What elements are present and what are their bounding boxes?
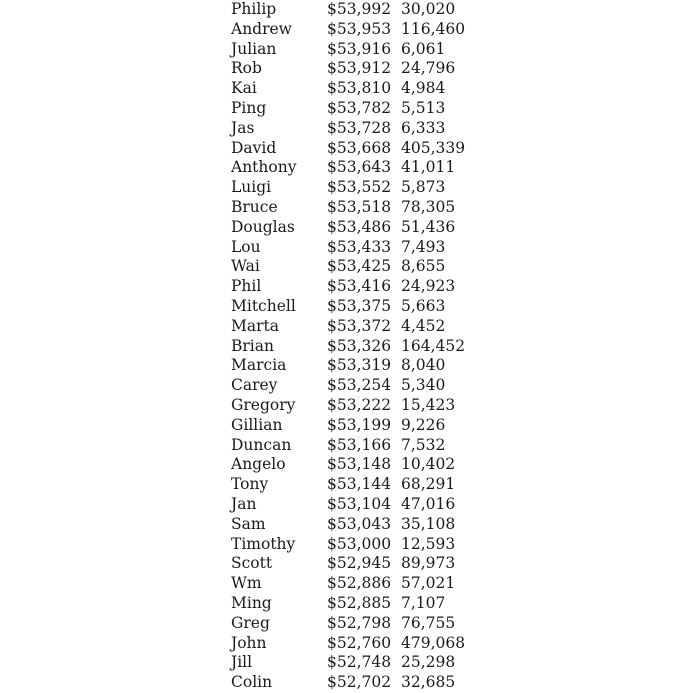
name-cell: Mitchell (231, 296, 296, 315)
table-row (231, 614, 481, 634)
name-cell: Anthony (231, 158, 297, 177)
name-cell: Ming (231, 593, 272, 612)
table-row (231, 653, 481, 673)
count-cell: 24,923 (401, 277, 456, 296)
name-cell: Andrew (231, 19, 292, 38)
name-cell: Marcia (231, 356, 287, 375)
count-cell: 51,436 (401, 217, 456, 236)
count-cell: 9,226 (401, 415, 446, 434)
income-cell: $53,953 (327, 19, 392, 38)
count-cell: 15,423 (401, 395, 456, 414)
income-cell: $52,945 (327, 554, 392, 573)
income-cell: $53,000 (327, 534, 392, 553)
table-row (231, 40, 481, 60)
name-cell: Greg (231, 613, 270, 632)
income-cell: $53,326 (327, 336, 392, 355)
income-cell: $53,043 (327, 514, 392, 533)
table-row (231, 59, 481, 79)
count-cell: 405,339 (401, 138, 466, 157)
count-cell: 5,513 (401, 98, 446, 117)
name-cell: Colin (231, 673, 273, 692)
name-cell: Douglas (231, 217, 295, 236)
income-cell: $53,912 (327, 59, 392, 78)
table-row (231, 436, 481, 456)
count-cell: 5,340 (401, 376, 446, 395)
table-row (231, 475, 481, 495)
names-income-table (231, 0, 481, 693)
name-cell: Brian (231, 336, 274, 355)
table-row (231, 277, 481, 297)
income-cell: $53,416 (327, 277, 392, 296)
table-row (231, 139, 481, 159)
name-cell: Philip (231, 0, 277, 18)
count-cell: 5,873 (401, 178, 446, 197)
income-cell: $52,760 (327, 633, 392, 652)
table-row (231, 376, 481, 396)
table-row (231, 257, 481, 277)
count-cell: 24,796 (401, 59, 456, 78)
count-cell: 25,298 (401, 653, 456, 672)
count-cell: 57,021 (401, 574, 456, 593)
count-cell: 10,402 (401, 455, 456, 474)
table-row (231, 79, 481, 99)
name-cell: Ping (231, 98, 267, 117)
table-row (231, 515, 481, 535)
count-cell: 12,593 (401, 534, 456, 553)
name-cell: Luigi (231, 178, 272, 197)
name-cell: John (231, 633, 267, 652)
count-cell: 68,291 (401, 475, 456, 494)
name-cell: Phil (231, 277, 262, 296)
income-cell: $53,643 (327, 158, 392, 177)
table-row (231, 495, 481, 515)
income-cell: $53,104 (327, 494, 392, 513)
income-cell: $53,166 (327, 435, 392, 454)
table-row (231, 119, 481, 139)
table-row (231, 218, 481, 238)
count-cell: 4,452 (401, 316, 446, 335)
count-cell: 35,108 (401, 514, 456, 533)
count-cell: 30,020 (401, 0, 456, 18)
income-cell: $53,433 (327, 237, 392, 256)
income-cell: $53,728 (327, 118, 392, 137)
count-cell: 116,460 (401, 19, 466, 38)
table-row (231, 158, 481, 178)
table-row (231, 356, 481, 376)
name-cell: Duncan (231, 435, 292, 454)
name-cell: Marta (231, 316, 279, 335)
name-cell: Jan (231, 494, 257, 513)
name-cell: Jas (231, 118, 255, 137)
count-cell: 76,755 (401, 613, 456, 632)
name-cell: Lou (231, 237, 261, 256)
count-cell: 8,040 (401, 356, 446, 375)
name-cell: Julian (231, 39, 277, 58)
name-cell: Gregory (231, 395, 296, 414)
income-cell: $53,319 (327, 356, 392, 375)
table-row (231, 198, 481, 218)
count-cell: 4,984 (401, 79, 446, 98)
table-row (231, 634, 481, 654)
count-cell: 32,685 (401, 673, 456, 692)
name-cell: David (231, 138, 277, 157)
income-cell: $52,886 (327, 574, 392, 593)
income-cell: $53,199 (327, 415, 392, 434)
income-cell: $53,486 (327, 217, 392, 236)
name-cell: Wm (231, 574, 262, 593)
income-cell: $53,916 (327, 39, 392, 58)
table-body (231, 0, 481, 693)
income-cell: $53,668 (327, 138, 392, 157)
name-cell: Bruce (231, 197, 278, 216)
table-row (231, 673, 481, 693)
table-row (231, 535, 481, 555)
count-cell: 5,663 (401, 296, 446, 315)
name-cell: Gillian (231, 415, 283, 434)
income-cell: $53,782 (327, 98, 392, 117)
name-cell: Wai (231, 257, 260, 276)
count-cell: 164,452 (401, 336, 466, 355)
count-cell: 78,305 (401, 197, 456, 216)
table-row (231, 574, 481, 594)
table-row (231, 554, 481, 574)
name-cell: Scott (231, 554, 273, 573)
count-cell: 8,655 (401, 257, 446, 276)
income-cell: $53,375 (327, 296, 392, 315)
count-cell: 41,011 (401, 158, 456, 177)
count-cell: 47,016 (401, 494, 456, 513)
name-cell: Tony (231, 475, 269, 494)
count-cell: 7,107 (401, 593, 446, 612)
table-row (231, 297, 481, 317)
count-cell: 6,333 (401, 118, 446, 137)
name-cell: Rob (231, 59, 262, 78)
table-row (231, 396, 481, 416)
table-row (231, 337, 481, 357)
income-cell: $53,144 (327, 475, 392, 494)
count-cell: 7,493 (401, 237, 446, 256)
table-row (231, 238, 481, 258)
income-cell: $53,425 (327, 257, 392, 276)
table-row (231, 99, 481, 119)
name-cell: Sam (231, 514, 266, 533)
income-cell: $52,748 (327, 653, 392, 672)
income-cell: $52,798 (327, 613, 392, 632)
income-cell: $52,702 (327, 673, 392, 692)
table-row (231, 455, 481, 475)
name-cell: Jill (231, 653, 253, 672)
table-row (231, 317, 481, 337)
income-cell: $53,254 (327, 376, 392, 395)
table-row (231, 20, 481, 40)
table-row (231, 416, 481, 436)
table-row (231, 594, 481, 614)
name-cell: Timothy (231, 534, 296, 553)
income-cell: $53,148 (327, 455, 392, 474)
income-cell: $53,552 (327, 178, 392, 197)
count-cell: 7,532 (401, 435, 446, 454)
table-row (231, 178, 481, 198)
count-cell: 89,973 (401, 554, 456, 573)
income-cell: $53,992 (327, 0, 392, 18)
table-row (231, 0, 481, 20)
income-cell: $53,222 (327, 395, 392, 414)
count-cell: 479,068 (401, 633, 466, 652)
income-cell: $53,372 (327, 316, 392, 335)
count-cell: 6,061 (401, 39, 446, 58)
name-cell: Carey (231, 376, 278, 395)
income-cell: $53,810 (327, 79, 392, 98)
income-cell: $52,885 (327, 593, 392, 612)
income-cell: $53,518 (327, 197, 392, 216)
name-cell: Kai (231, 79, 257, 98)
name-cell: Angelo (231, 455, 286, 474)
